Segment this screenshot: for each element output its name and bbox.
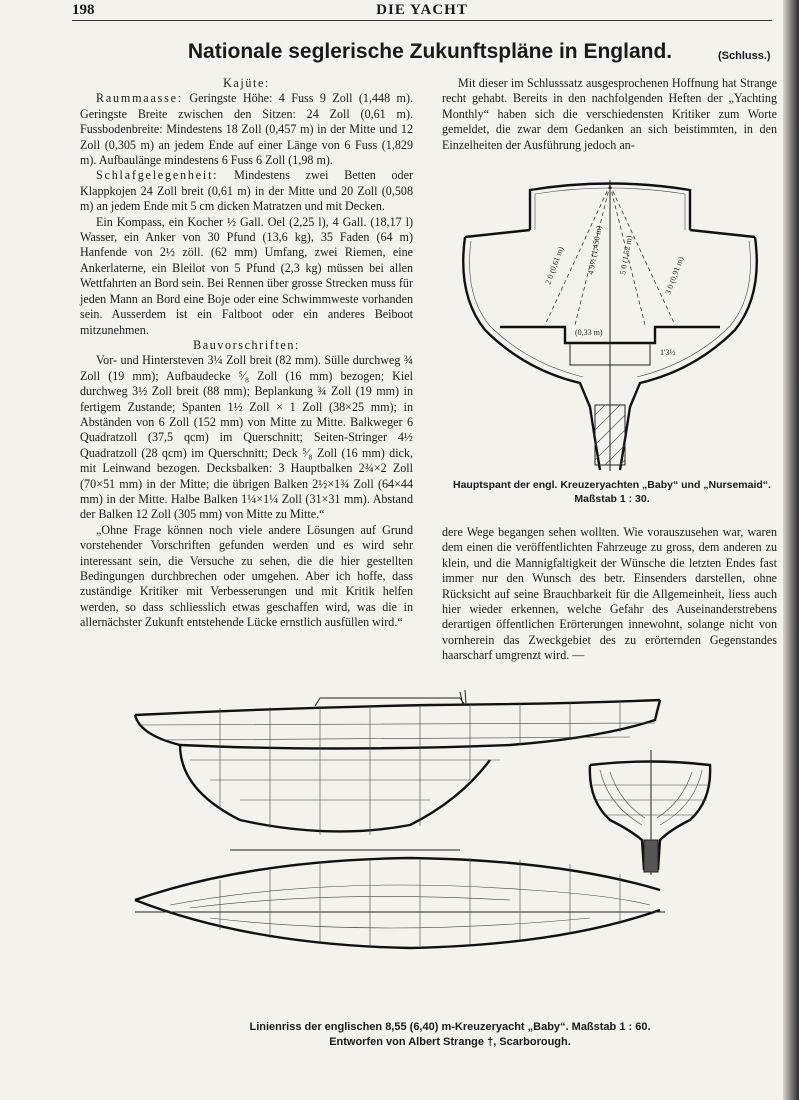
heading-cabin: Kajüte: — [223, 76, 270, 90]
label-height-1: 4 9½ (1,450 m) — [586, 224, 604, 276]
midsection-caption-line2: Maßstab 1 : 30. — [574, 493, 650, 505]
page-number: 198 — [72, 2, 95, 18]
paragraph-quote: „Ohne Frage können noch viele andere Lösungen auf Grund vorstehender Vorschriften gefunden werden und es wird sehr interessant sein, die Versuche zu sehen, die die hier gestellten Bedingungen durchbrechen oder umgehen. Aber ich hoffe, dass zuständige Kritiker mit Verbesserungen und mit Kritik helfen werden, so dass schliesslich etwas geschaffen wird, was die in allernächster Zukunft entstehende Lücke ernstlich ausfüllen wird.“ — [80, 522, 413, 630]
midsection-caption-line1: Hauptspant der engl. Kreuzeryachten „Baby“ und „Nursemaid“. — [453, 479, 771, 491]
left-column — [80, 76, 413, 631]
paragraph-sleeping — [80, 168, 413, 214]
lines-plan-caption-line2: Entworfen von Albert Strange †, Scarborough. — [329, 1036, 571, 1048]
half-breadth-lower — [135, 900, 660, 948]
paragraph-build-rules: Vor- und Hintersteven 3¼ Zoll breit (82 mm). Sülle durchweg ¾ Zoll (19 mm); Aufbaudecke ⁵⁄₈ Zoll (16 mm) bezogen; Kiel durchweg 3½ Zoll breit (88 mm); Beplankung ¾ Zoll (19 mm) in fertigem Zustande; Spanten 1½ Zoll × 1 Zoll (38×25 mm); in Abständen von 6 Zoll (152 mm) von Mitte zu Mitte. Balkweger 6 Quadratzoll (37,5 qcm) im Querschnitt; Seiten-Stringer 4½ Quadratzoll (28 qcm) im Querschnitt; Deck ⁵⁄₈ Zoll (16 mm) dick, mit Leinwand bezogen. Decksbalken: 3 Hauptbalken 2¾×2 Zoll (70×51 mm) in der Mitte; die übrigen Balken 2½×1¾ Zoll (64×44 mm) in der Mitte. Halbe Balken 1¼×1¼ Zoll (31×31 mm). Abstand der Balken 12 Zoll (305 mm) von Mitte zu Mitte.“ — [80, 353, 413, 522]
running-title: DIE YACHT — [376, 2, 468, 18]
continued-marker: (Schluss.) — [718, 50, 771, 62]
label-height-2: 5 0 (1,52 m) — [618, 234, 634, 276]
lines-plan-caption — [180, 1020, 720, 1050]
label-sleeping: Schlafgelegenheit: — [96, 168, 219, 183]
page-header — [72, 2, 772, 21]
sheer-line — [135, 700, 660, 715]
label-floor-1: 1'3½ — [660, 348, 676, 357]
lines-plan-caption-line1: Linienriss der englischen 8,55 (6,40) m-Kreuzeryacht „Baby“. Maßstab 1 : 60. — [249, 1021, 651, 1033]
profile-stations — [220, 701, 620, 835]
midsection-caption — [442, 478, 782, 506]
heading-build-rules: Bauvorschriften: — [193, 337, 300, 352]
label-room-dimensions: Raummaasse: — [96, 91, 183, 106]
right-column-bottom — [442, 525, 777, 664]
paragraph-criticism: dere Wege begangen sehen wollten. Wie vorauszusehen war, waren dem einen die veröffentlichten Fahrzeuge zu gross, dem anderen zu klein, und die Mannigfaltigkeit der Wünsche die letzten Endes fast immer nur den Wunsch des betr. Einsenders darstellen, ohne Rücksicht auf seine Brauchbarkeit für die Allgemeinheit, liess auch hier wieder erkennen, welche Gefahr des Auseinanderstrebens derartigen öffentlichen Erörterungen innewohnt, solange nicht von vornherein das Zweckgebiet des zu erörternden Gegenstandes haarscharf umgrenzt wird. — — [442, 525, 777, 663]
page-edge-shadow — [783, 0, 799, 1100]
keel-profile — [180, 745, 490, 831]
text-sleeping: Mindestens zwei Betten oder Klappkojen 24 Zoll breit (0,61 m) in der Mitte und 20 Zoll (0,508 m) an jedem Ende mit 5 cm dicken Matratzen und mit Decken. — [80, 168, 413, 214]
text-room-dimensions: Geringste Höhe: 4 Fuss 9 Zoll (1,448 m). Geringste Breite zwischen den Sitzen: 24 Zoll (0,61 m). Fussbodenbreite: Mindestens 18 Zoll (0,457 m) in der Mitte und 12 Zoll (0,305 m) an jedem Ende auf einer Länge von 6 Fuss (1,829 m). Aufbaulänge mindestens 6 Fuss 6 Zoll (1,98 m). — [80, 91, 413, 168]
paragraph-equipment: Ein Kompass, ein Kocher ½ Gall. Oel (2,25 l), 4 Gall. (18,17 l) Wasser, ein Anker von 30 Pfund (13,6 kg), 35 Faden (64 m) Hanfende von 2½ zöll. (62 mm) Umfang, zwei Riemen, eine Ankerlaterne, ein Bleilot von 5 Pfund (2,3 kg) müssen bei allen Wettfahrten an Bord sein. Bei Rennen über grosse Strecken muss für jeden Mann an Bord eine Boje oder eine Schwimmweste vorhanden sein. Ausserdem ist ein Faltboot oder ein anderes Beiboot mitzunehmen. — [80, 214, 413, 337]
label-width-1: 2 0 (0,61 m) — [543, 245, 566, 286]
half-breadth-stations — [220, 858, 620, 946]
label-floor-2: (0,33 m) — [575, 328, 603, 337]
paragraph-room-dimensions — [80, 91, 413, 168]
label-width-2: 3 0 (0,91 m) — [663, 255, 686, 296]
half-breadth-view — [135, 858, 665, 948]
half-breadth-waterlines — [170, 885, 650, 928]
body-plan-view — [590, 750, 710, 875]
profile-view — [135, 690, 660, 850]
body-plan-keel — [644, 840, 658, 872]
profile-waterlines — [140, 723, 655, 800]
paragraph-hope: Mit dieser im Schlusssatz ausgesprochenen Hoffnung hat Strange recht gehabt. Bereits in den nachfolgenden Heften der „Yachting Monthly“ haben sich die verschiedensten Kritiker zum Worte gemeldet, die zwar dem Gedanken an sich beistimmten, in den Einzelheiten der Ausführung jedoch an- — [442, 76, 777, 152]
lines-plan-drawing — [130, 690, 720, 960]
article-title: Nationale seglerische Zukunftspläne in England. — [187, 40, 673, 63]
right-column-top — [442, 76, 777, 153]
half-breadth-deck — [135, 858, 660, 900]
midsection-drawing — [455, 175, 765, 475]
